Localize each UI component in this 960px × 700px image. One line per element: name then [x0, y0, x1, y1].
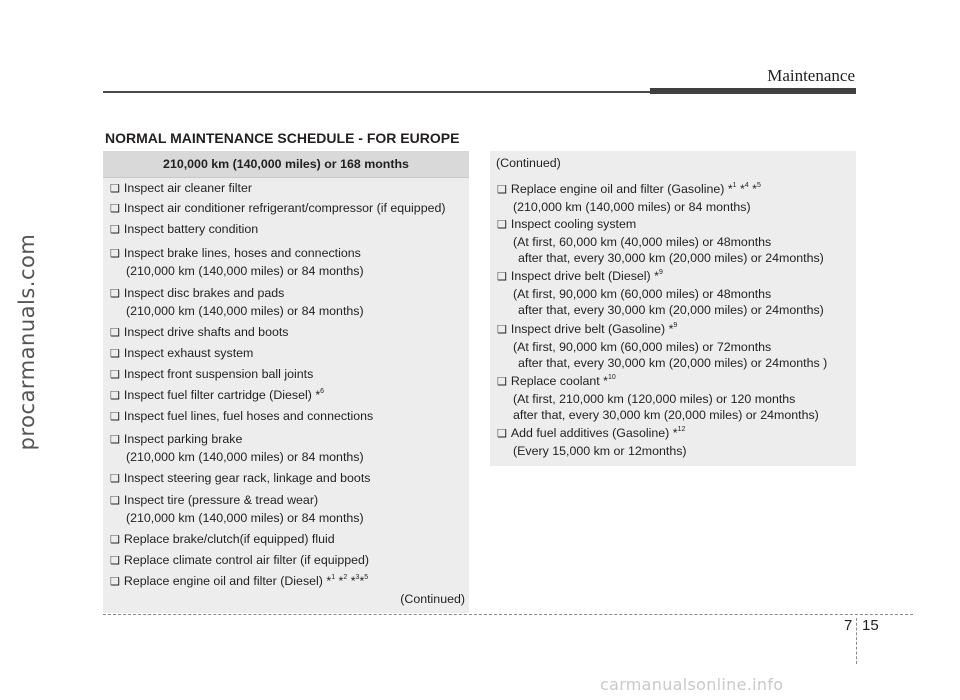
- item-text: Inspect fuel filter cartridge (Diesel) *: [123, 388, 321, 402]
- item-text: Inspect front suspension ball joints: [123, 367, 314, 381]
- list-item: [110, 345, 465, 363]
- item-text: Replace climate control air filter (if equipped): [123, 553, 370, 567]
- item-interval: (At first, 60,000 km (40,000 miles) or 48months: [513, 234, 772, 249]
- item-interval: (210,000 km (140,000 miles) or 84 months): [513, 199, 751, 214]
- item-text: Replace engine oil and filter (Gasoline) *: [510, 182, 733, 196]
- list-item: [497, 373, 852, 424]
- footnote-ref: 3: [355, 574, 360, 581]
- item-interval: (210,000 km (140,000 miles) or 84 months): [126, 449, 364, 464]
- item-interval: (210,000 km (140,000 miles) or 84 months): [126, 510, 364, 525]
- footnote-ref: 5: [364, 574, 369, 581]
- item-text: Inspect exhaust system: [123, 346, 254, 360]
- list-item: [110, 180, 465, 198]
- item-interval: (Every 15,000 km or 12months): [513, 443, 687, 458]
- list-item: [497, 216, 852, 267]
- checkbox-icon: ❑: [110, 434, 120, 446]
- item-interval-cont: after that, every 30,000 km (20,000 miles) or 24months): [518, 251, 824, 265]
- checkbox-icon: ❑: [497, 428, 507, 440]
- item-text: Replace brake/clutch(if equipped) fluid: [123, 532, 335, 546]
- list-item: [497, 268, 852, 319]
- checkbox-icon: ❑: [110, 348, 120, 360]
- checkbox-icon: ❑: [497, 376, 507, 388]
- section-title: NORMAL MAINTENANCE SCHEDULE - FOR EUROPE: [105, 130, 460, 146]
- list-item: [110, 245, 465, 279]
- list-item: [110, 285, 465, 319]
- list-item: [110, 408, 465, 426]
- header-rule-accent: [650, 88, 856, 94]
- list-item: ❑ Replace engine oil and filter (Diesel) *$^1$ *$^2$ *$^3$*$^5$: [110, 574, 369, 588]
- list-item: [110, 492, 465, 526]
- list-item: ❑ Replace engine oil and filter (Gasoline) *$^1$ *$^4$ *$^5$ (210,000 km (140,000 miles) or 84 months): [497, 181, 852, 215]
- item-text: Add fuel additives (Gasoline) *: [510, 426, 678, 440]
- page-number-divider: [856, 618, 857, 664]
- item-text: Inspect parking brake: [123, 432, 243, 446]
- list-item: [110, 552, 465, 570]
- footnote-ref: 1: [732, 182, 737, 189]
- list-item: [110, 431, 465, 465]
- item-text: Replace coolant *: [510, 374, 608, 388]
- item-interval: (At first, 90,000 km (60,000 miles) or 72months: [513, 339, 772, 354]
- checkbox-icon: ❑: [110, 390, 120, 402]
- footnote-ref: 6: [320, 388, 325, 395]
- item-text: Inspect fuel lines, fuel hoses and connections: [123, 409, 374, 423]
- footnote-ref: 9: [658, 269, 663, 276]
- list-item: [110, 387, 465, 405]
- item-interval: (210,000 km (140,000 miles) or 84 months): [126, 263, 364, 278]
- footer-rule: [103, 614, 913, 615]
- checkbox-icon: ❑: [110, 369, 120, 381]
- side-watermark: procarmanuals.com: [15, 233, 39, 451]
- item-text: Inspect air conditioner refrigerant/compressor (if equipped): [123, 201, 446, 215]
- continued-note: (Continued): [496, 156, 561, 170]
- list-item: [110, 366, 465, 384]
- footnote-ref: 4: [744, 182, 749, 189]
- footnote-ref: 2: [343, 574, 348, 581]
- checkbox-icon: ❑: [110, 555, 120, 567]
- chapter-number: 7: [844, 617, 853, 634]
- continued-note: (Continued): [400, 592, 465, 606]
- list-item: [497, 425, 852, 459]
- checkbox-icon: ❑: [110, 288, 120, 300]
- footnote-ref: 12: [677, 426, 686, 433]
- checkbox-icon: ❑: [110, 473, 120, 485]
- item-interval: (At first, 210,000 km (120,000 miles) or 120 months: [513, 391, 796, 406]
- checkbox-icon: ❑: [110, 411, 120, 423]
- checkbox-icon: ❑: [110, 248, 120, 260]
- checkbox-icon: ❑: [110, 495, 120, 507]
- item-text: Inspect drive belt (Gasoline) *: [510, 322, 674, 336]
- list-item: [110, 531, 465, 549]
- list-item: [110, 200, 465, 218]
- item-interval-cont: after that, every 30,000 km (20,000 miles) or 24months): [518, 303, 824, 317]
- checkbox-icon: ❑: [110, 183, 120, 195]
- checkbox-icon: ❑: [497, 271, 507, 283]
- checkbox-icon: ❑: [110, 327, 120, 339]
- header-rule: [103, 91, 650, 93]
- footnote-ref: 9: [673, 322, 678, 329]
- checkbox-icon: ❑: [110, 576, 120, 588]
- item-interval: (At first, 90,000 km (60,000 miles) or 48months: [513, 286, 772, 301]
- list-item: [110, 221, 465, 239]
- bottom-watermark: carmanualsonline.info: [600, 675, 784, 694]
- item-text: Inspect air cleaner filter: [123, 181, 252, 195]
- item-text: Inspect steering gear rack, linkage and boots: [123, 471, 371, 485]
- checkbox-icon: ❑: [110, 224, 120, 236]
- footnote-ref: 5: [757, 182, 761, 189]
- checkbox-icon: ❑: [497, 219, 507, 231]
- item-text: Inspect cooling system: [510, 217, 637, 231]
- item-text: Replace engine oil and filter (Diesel) *: [123, 574, 332, 588]
- checkbox-icon: ❑: [497, 184, 507, 196]
- header-title: Maintenance: [767, 66, 855, 85]
- schedule-right-column: [490, 151, 856, 466]
- item-interval: after that, every 30,000 km (20,000 miles) or 24months): [513, 408, 819, 422]
- item-interval-cont: after that, every 30,000 km (20,000 miles) or 24months ): [518, 356, 828, 370]
- checkbox-icon: ❑: [110, 534, 120, 546]
- schedule-left-column: [103, 151, 469, 613]
- checkbox-icon: ❑: [110, 203, 120, 215]
- list-item: [110, 470, 465, 488]
- footnote-ref: 10: [608, 374, 616, 381]
- page-number: 15: [862, 617, 879, 634]
- item-text: Inspect drive shafts and boots: [123, 325, 289, 339]
- footnote-ref: 1: [331, 574, 336, 581]
- item-text: Inspect tire (pressure & tread wear): [123, 493, 319, 507]
- item-text: Inspect disc brakes and pads: [123, 286, 285, 300]
- item-interval: (210,000 km (140,000 miles) or 84 months): [126, 303, 364, 318]
- item-text: Inspect brake lines, hoses and connections: [123, 246, 361, 260]
- checkbox-icon: ❑: [497, 324, 507, 336]
- list-item: [110, 324, 465, 342]
- list-item: [497, 321, 852, 372]
- item-text: Inspect battery condition: [123, 222, 259, 236]
- interval-heading: 210,000 km (140,000 miles) or 168 months: [103, 151, 469, 178]
- item-text: Inspect drive belt (Diesel) *: [510, 269, 659, 283]
